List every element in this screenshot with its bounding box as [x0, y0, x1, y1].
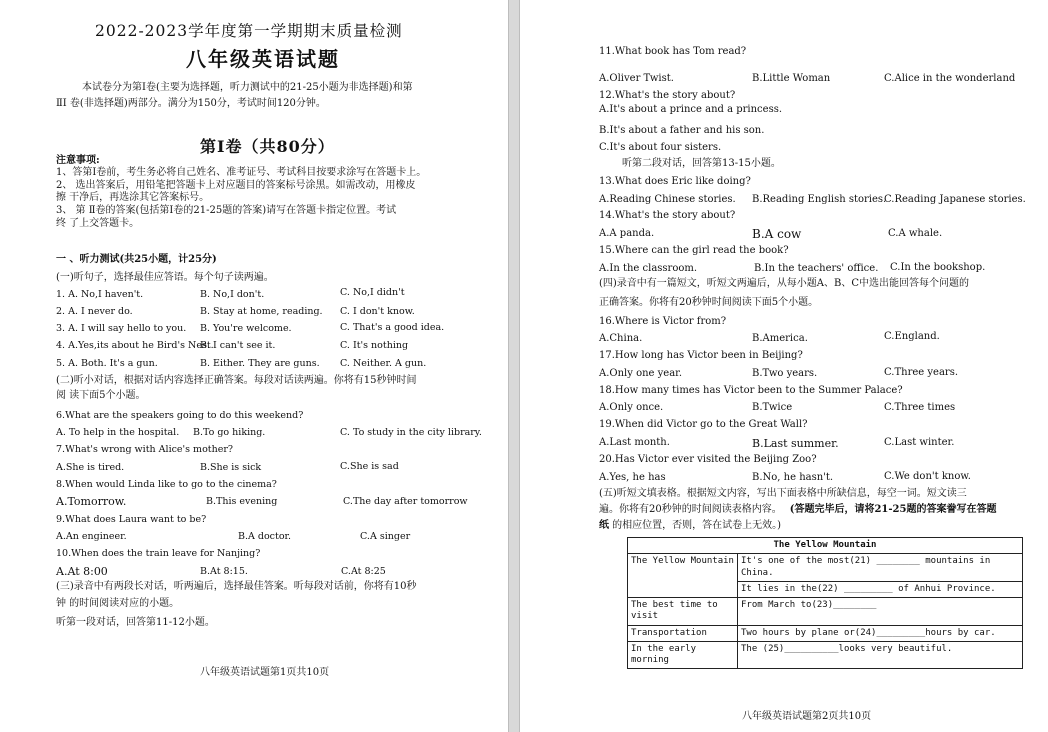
q13-option-b: B.Reading English stories.	[752, 194, 887, 205]
table-cell: It's one of the most(21) ________ mountains in China.	[738, 554, 1023, 582]
table-header: The Yellow Mountain	[628, 538, 1023, 554]
part-5-instruction-3	[599, 520, 781, 532]
part-1c-instruction-3: 听第一段对话，回答第11-12小题。	[56, 617, 215, 628]
q5-option-b: B. Either. They are guns.	[200, 358, 320, 369]
q4-option-b: B. I can't see it.	[200, 340, 276, 351]
fill-in-table	[627, 537, 1023, 669]
part-1c-instruction: (三)录音中有两段长对话，听两遍后，选择最佳答案。听每段对话前，你将有10秒	[56, 581, 417, 592]
q10-option-c: C.At 8:25	[341, 566, 386, 577]
q7-option-a: A.She is tired.	[56, 462, 125, 473]
q2-option-a: 2. A. I never do.	[56, 306, 133, 317]
q8-option-b: B.This evening	[206, 496, 278, 507]
table-cell: Two hours by plane or(24)_________hours by car.	[738, 625, 1023, 641]
part-5-instruction-2b: (答题完毕后，请将21-25题的答案誊写在答题	[789, 504, 997, 515]
table-cell: It lies in the(22) _________ of Anhui Province.	[738, 581, 1023, 597]
q17-option-a: A.Only one year.	[599, 368, 683, 379]
q12-option-b: B.It's about a father and his son.	[599, 125, 765, 136]
q16-stem: 16.Where is Victor from?	[599, 316, 727, 327]
q11-option-c: C.Alice in the wonderland	[884, 73, 1016, 84]
q18-option-a: A.Only once.	[599, 402, 664, 413]
part-1b-instruction: (二)听小对话，根据对话内容选择正确答案。每段对话读两遍。你将有15秒钟时间	[56, 375, 417, 386]
section-title: 第Ⅰ卷（共80分）	[200, 137, 335, 156]
table-row-label: In the early morning	[628, 641, 738, 669]
table-cell: The (25)__________looks very beautiful.	[738, 641, 1023, 669]
q6-option-c: C. To study in the city library.	[340, 427, 482, 438]
q10-stem: 10.When does the train leave for Nanjing?	[56, 548, 261, 559]
page-left	[0, 0, 508, 732]
q4-option-c: C. It's nothing	[340, 340, 409, 351]
exam-subtitle: 八年级英语试题	[186, 47, 340, 71]
q9-stem: 9.What does Laura want to be?	[56, 514, 207, 525]
intro-line-1: 本试卷分为第Ⅰ卷(主要为选择题，听力测试中的21-25小题为非选择题)和第	[82, 82, 413, 93]
q11-stem: 11.What book has Tom read?	[599, 46, 747, 57]
q12-option-c: C.It's about four sisters.	[599, 142, 722, 153]
q8-stem: 8.When would Linda like to go to the cinema?	[56, 479, 277, 490]
page-footer-right: 八年级英语试题第2页共10页	[742, 711, 872, 722]
table-cell: From March to(23)________	[738, 598, 1023, 626]
part-1b-instruction-2: 阅 读下面5个小题。	[56, 390, 146, 401]
part-4-instruction-2: 正确答案。你将有20秒钟时间阅读下面5个小题。	[599, 297, 819, 308]
q15-option-a: A.In the classroom.	[599, 263, 698, 274]
q7-option-c: C.She is sad	[340, 461, 399, 472]
note-line: 2、 选出答案后，用铅笔把答题卡上对应题目的答案标号涂黑。如需改动，用橡皮	[56, 180, 416, 191]
q20-option-a: A.Yes, he has	[599, 472, 666, 483]
page-footer-left: 八年级英语试题第1页共10页	[200, 667, 330, 678]
q16-option-a: A.China.	[599, 333, 643, 344]
table-row-label: The Yellow Mountain	[628, 554, 738, 598]
q7-option-b: B.She is sick	[200, 462, 262, 473]
q13-stem: 13.What does Eric like doing?	[599, 176, 751, 187]
q6-option-b: B.To go hiking.	[193, 427, 266, 438]
q11-option-b: B.Little Woman	[752, 73, 831, 84]
q8-option-c: C.The day after tomorrow	[343, 496, 468, 507]
q14-stem: 14.What's the story about?	[599, 210, 736, 221]
q15-stem: 15.Where can the girl read the book?	[599, 245, 789, 256]
q16-option-b: B.America.	[752, 333, 808, 344]
table-row	[628, 598, 1023, 626]
q19-option-b: B.Last summer.	[752, 437, 839, 450]
part-5-instruction-2	[599, 504, 996, 516]
part-5-instruction-3a: 纸	[599, 520, 609, 531]
q18-option-b: B.Twice	[752, 402, 793, 413]
q19-option-a: A.Last month.	[599, 437, 670, 448]
intro-line-2: ⅡⅠ 卷(非选择题)两部分。满分为150分，考试时间120分钟。	[56, 98, 326, 109]
table-row	[628, 625, 1023, 641]
q2-option-b: B. Stay at home, reading.	[200, 306, 323, 317]
q15-option-b: B.In the teachers' office.	[754, 263, 879, 274]
q18-option-c: C.Three times	[884, 402, 956, 413]
q7-stem: 7.What's wrong with Alice's mother?	[56, 444, 233, 455]
q6-option-a: A. To help in the hospital.	[56, 427, 180, 438]
table-header-row	[628, 538, 1023, 554]
q13-option-c: C.Reading Japanese stories.	[884, 194, 1026, 205]
q6-stem: 6.What are the speakers going to do this weekend?	[56, 410, 304, 421]
notes-title: 注意事项:	[56, 155, 100, 166]
q9-option-b: B.A doctor.	[238, 531, 292, 542]
note-line: 擦 干净后，再选涂其它答案标号。	[56, 192, 210, 203]
part-5-instruction-3b: 的相应位置，否则，答在试卷上无效。)	[609, 520, 782, 531]
part-1c-instruction-2: 钟 的时间阅读对应的小题。	[56, 598, 180, 609]
q10-option-b: B.At 8:15.	[200, 566, 248, 577]
dialog-2-instruction: 听第二段对话，回答第13-15小题。	[622, 158, 781, 169]
q17-option-c: C.Three years.	[884, 367, 958, 378]
part-1-heading: 一 、听力测试(共25小题，计25分)	[56, 254, 217, 265]
q9-option-a: A.An engineer.	[56, 531, 127, 542]
q17-stem: 17.How long has Victor been in Beijing?	[599, 350, 803, 361]
q14-option-c: C.A whale.	[888, 228, 943, 239]
page-divider	[508, 0, 520, 732]
note-line: 终 了上交答题卡。	[56, 218, 140, 229]
part-4-instruction: (四)录音中有一篇短文，听短文两遍后，从每小题A、B、C中选出能回答每个问题的	[599, 278, 970, 289]
q5-option-a: 5. A. Both. It's a gun.	[56, 358, 158, 369]
note-line: 3、 第 Ⅱ卷的答案(包括第Ⅰ卷的21-25题的答案)请写在答题卡指定位置。考试	[56, 205, 397, 216]
q16-option-c: C.England.	[884, 331, 940, 342]
q9-option-c: C.A singer	[360, 531, 411, 542]
exam-title: 2022-2023学年度第一学期期末质量检测	[95, 22, 403, 40]
part-1a-instruction: (一)听句子，选择最佳应答语。每个句子读两遍。	[56, 272, 274, 283]
q18-stem: 18.How many times has Victor been to the Summer Palace?	[599, 385, 903, 396]
q20-option-c: C.We don't know.	[884, 471, 971, 482]
q17-option-b: B.Two years.	[752, 368, 818, 379]
q4-option-a: 4. A.Yes,its about he Bird's Nest.	[56, 340, 214, 351]
q20-stem: 20.Has Victor ever visited the Beijing Zoo?	[599, 454, 817, 465]
q11-option-a: A.Oliver Twist.	[599, 73, 674, 84]
q10-option-a: A.At 8:00	[56, 565, 108, 578]
table-row	[628, 554, 1023, 582]
q20-option-b: B.No, he hasn't.	[752, 472, 834, 483]
part-5-instruction-2a: 遍。你将有20秒钟的时间阅读表格内容。	[599, 504, 782, 515]
q1-option-a: 1. A. No,I haven't.	[56, 289, 144, 300]
page-right	[520, 0, 1048, 732]
table-row-label: The best time to visit	[628, 598, 738, 626]
table-row-label: Transportation	[628, 625, 738, 641]
q3-option-a: 3. A. I will say hello to you.	[56, 323, 187, 334]
q1-option-c: C. No,I didn't	[340, 287, 405, 298]
q14-option-a: A.A panda.	[599, 228, 655, 239]
q1-option-b: B. No,I don't.	[200, 289, 265, 300]
part-5-instruction: (五)听短文填表格。根据短文内容，写出下面表格中所缺信息，每空一词。短文读三	[599, 488, 967, 499]
q3-option-b: B. You're welcome.	[200, 323, 292, 334]
q19-stem: 19.When did Victor go to the Great Wall?	[599, 419, 808, 430]
q19-option-c: C.Last winter.	[884, 437, 955, 448]
q15-option-c: C.In the bookshop.	[890, 262, 986, 273]
q12-option-a: A.It's about a prince and a princess.	[599, 104, 783, 115]
table-row	[628, 641, 1023, 669]
q5-option-c: C. Neither. A gun.	[340, 358, 427, 369]
q12-stem: 12.What's the story about?	[599, 90, 736, 101]
q8-option-a: A.Tomorrow.	[56, 495, 127, 508]
q3-option-c: C. That's a good idea.	[340, 322, 445, 333]
note-line: 1、答第Ⅰ卷前，考生务必将自己姓名、准考证号、考试科目按要求涂写在答题卡上。	[56, 167, 427, 178]
q2-option-c: C. I don't know.	[340, 306, 415, 317]
q14-option-b: B.A cow	[752, 227, 802, 241]
q13-option-a: A.Reading Chinese stories.	[599, 194, 736, 205]
